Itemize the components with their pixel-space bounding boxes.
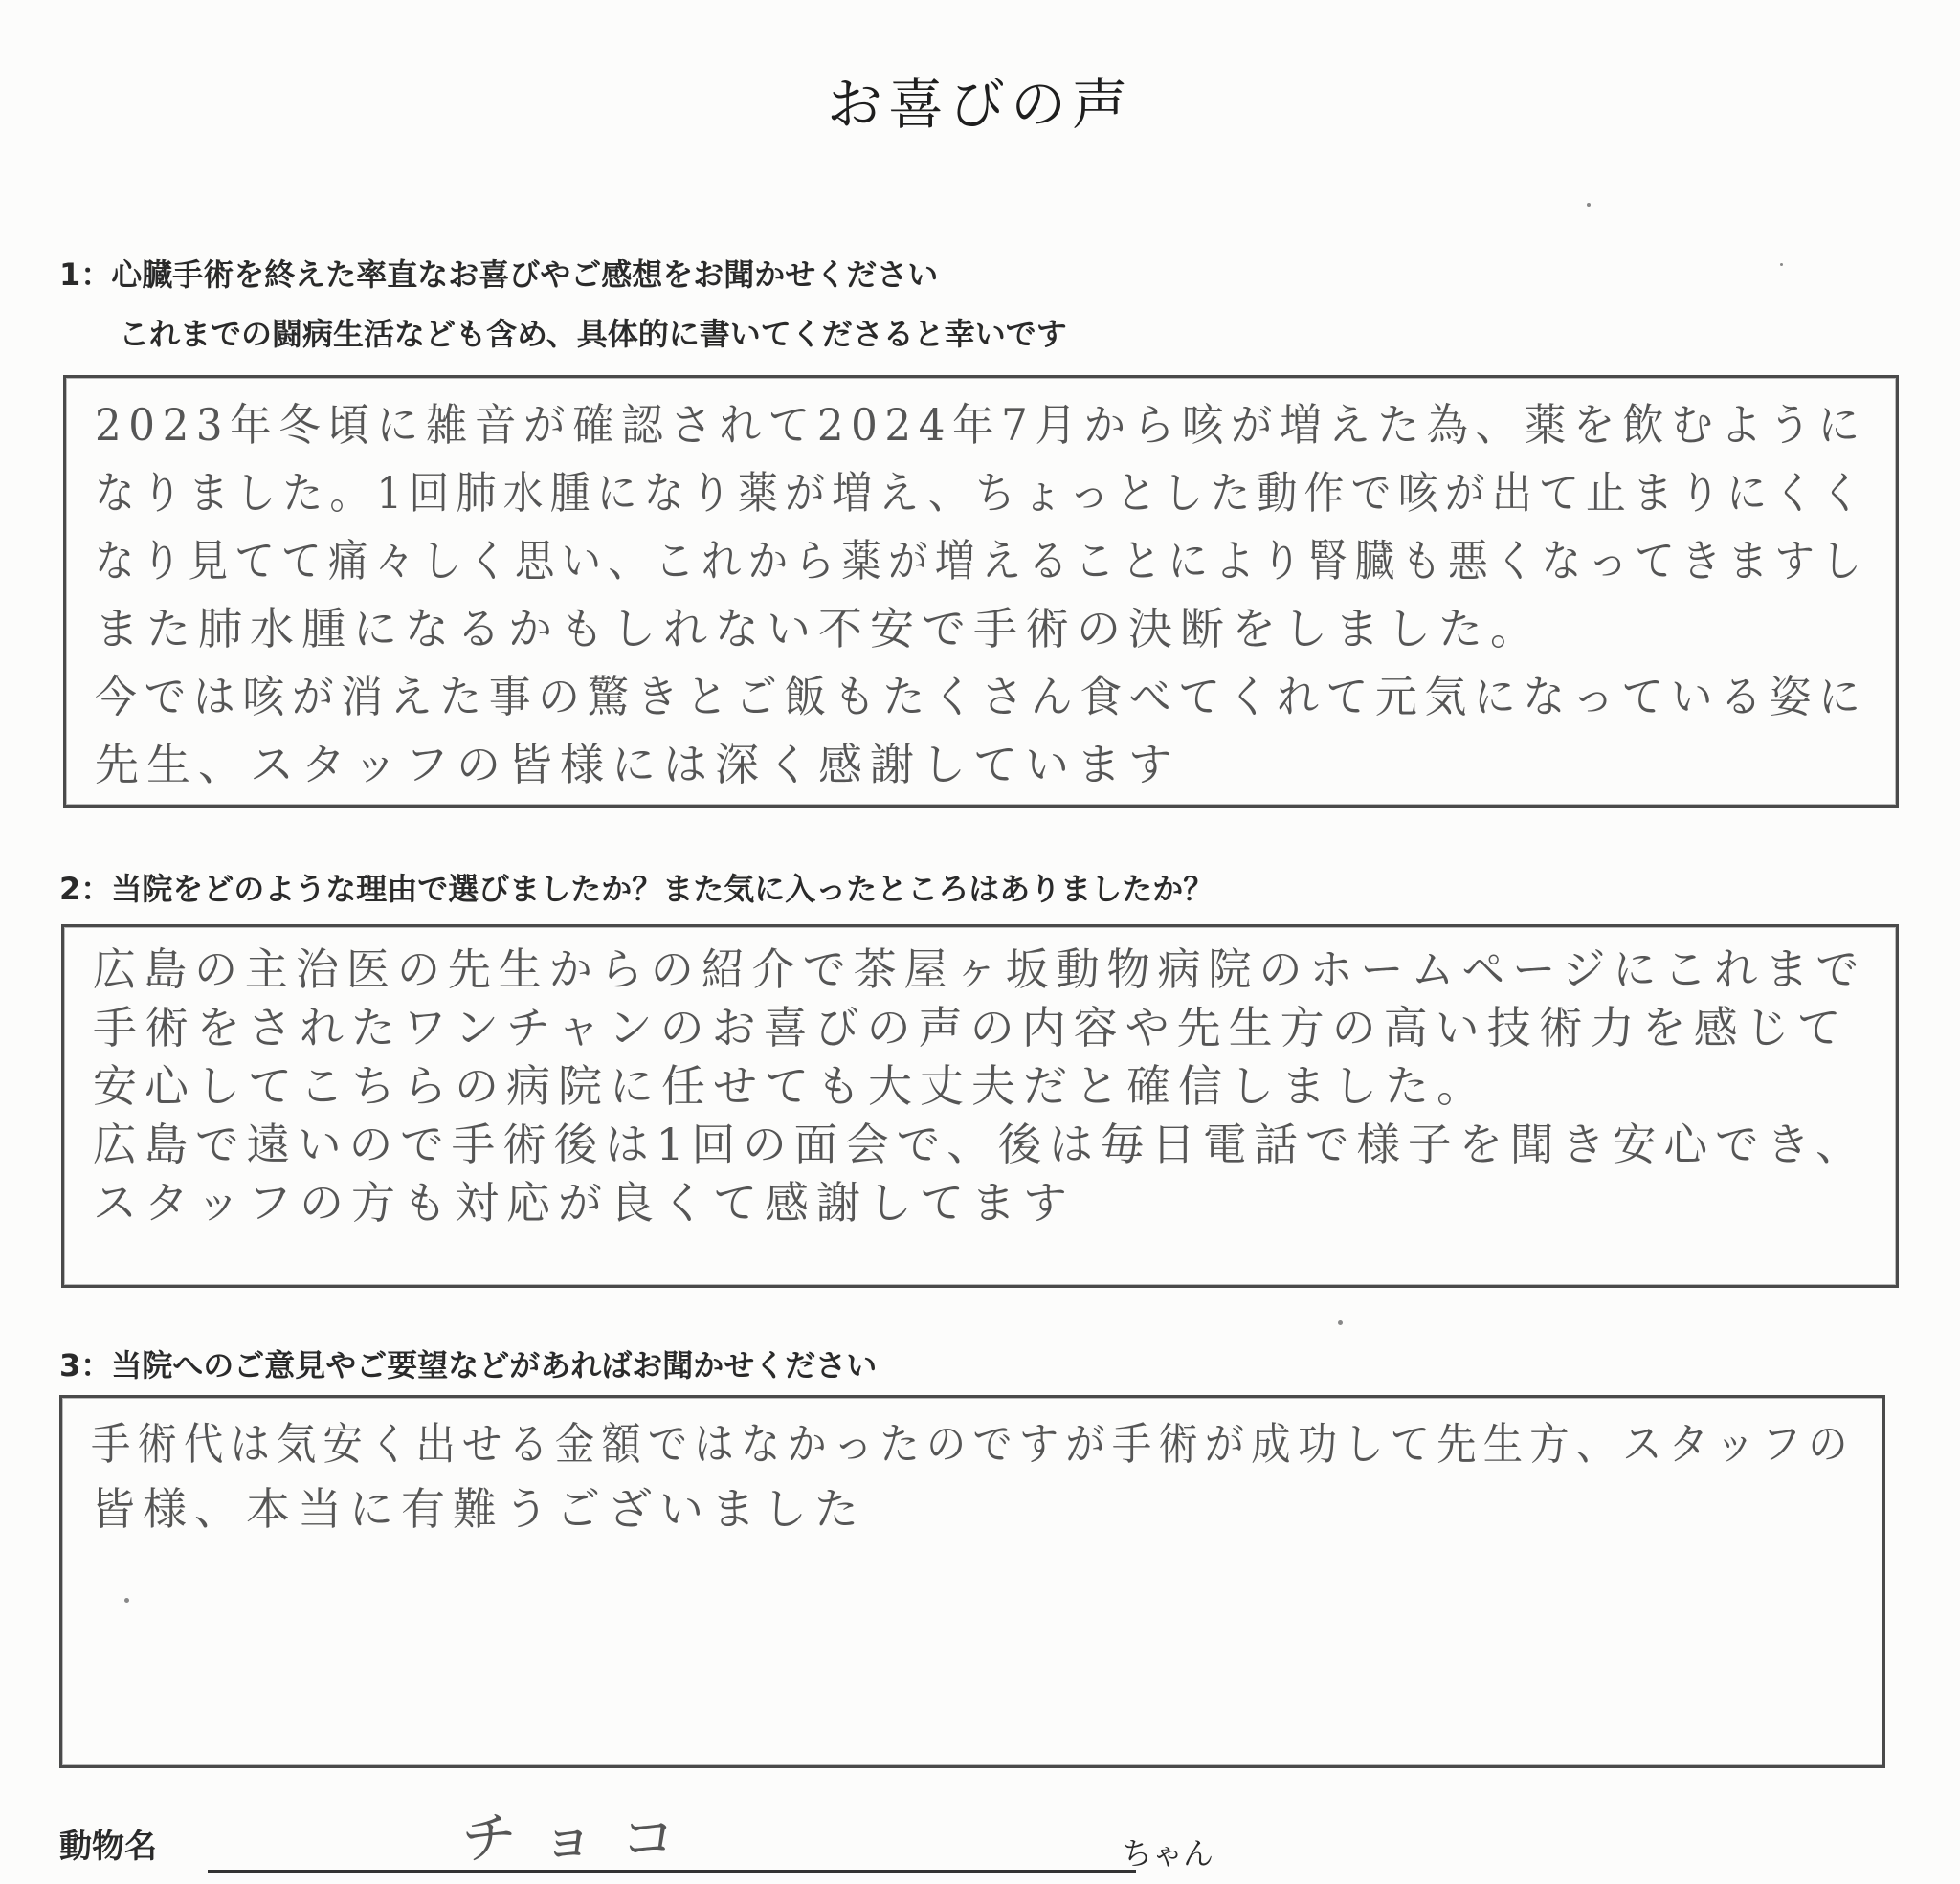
answer-box-2 (61, 924, 1899, 1288)
question-1-subtext: これまでの闘病生活なども含め、具体的に書いてくださると幸いです (119, 316, 1067, 352)
question-1-text: 1：心臓手術を終えた率直なお喜びやご感想をお聞かせください (59, 256, 939, 293)
question-2-text: 2：当院をどのような理由で選びましたか？また気に入ったところはありましたか？ (59, 871, 1214, 907)
answer-3-line: 手術代は気安く出せる金額ではなかったのですが手術が成功して先生方、スタッフの (91, 1418, 1855, 1470)
answer-1-line: なり見てて痛々しく思い、これから薬が増えることにより腎臓も悪くなってきますし (95, 535, 1868, 587)
answer-3-line: 皆様、本当に有難うございました (91, 1483, 866, 1535)
answer-2-line: スタッフの方も対応が良くて感謝してます (93, 1177, 1075, 1229)
answer-1-line: 今では咳が消えた事の驚きとご飯もたくさん食べてくれて元気になっている姿に (95, 671, 1868, 722)
animal-name-row (59, 1799, 1954, 1875)
scan-speck (1780, 263, 1783, 266)
answer-2-line: 広島で遠いので手術後は1回の面会で、後は毎日電話で様子を聞き安心でき、 (93, 1119, 1867, 1170)
page-title: お喜びの声 (826, 72, 1133, 137)
question-2 (59, 865, 1214, 909)
animal-name-value: チョコ (461, 1806, 702, 1871)
scan-speck (1338, 1320, 1343, 1325)
scan-speck (124, 1598, 129, 1603)
answer-2-line: 手術をされたワンチャンのお喜びの声の内容や先生方の高い技術力を感じて (93, 1002, 1849, 1053)
answer-2-line: 安心してこちらの病院に任せても大丈夫だと確信しました。 (93, 1060, 1488, 1112)
scan-speck (1587, 203, 1591, 207)
question-1 (59, 251, 1067, 354)
answer-box-3 (59, 1395, 1885, 1768)
answer-1-line: また肺水腫になるかもしれない不安で手術の決断をしました。 (95, 603, 1542, 654)
answer-1-line: なりました。1回肺水腫になり薬が増え、ちょっとした動作で咳が出て止まりにくく (95, 467, 1868, 519)
answer-2-line: 広島の主治医の先生からの紹介で茶屋ヶ坂動物病院のホームページにこれまで (93, 943, 1867, 995)
answer-1-line: 2023年冬頃に雑音が確認されて2024年7月から咳が増えた為、薬を飲むように (95, 399, 1867, 451)
question-3-text: 3：当院へのご意見やご要望などがあればお聞かせください (59, 1347, 878, 1384)
answer-1-line: 先生、スタッフの皆様には深く感謝しています (95, 739, 1180, 790)
animal-name-label: 動物名 (59, 1828, 157, 1866)
animal-name-suffix: ちゃん (1122, 1835, 1214, 1872)
question-3 (59, 1341, 877, 1385)
answer-box-1 (63, 375, 1899, 808)
